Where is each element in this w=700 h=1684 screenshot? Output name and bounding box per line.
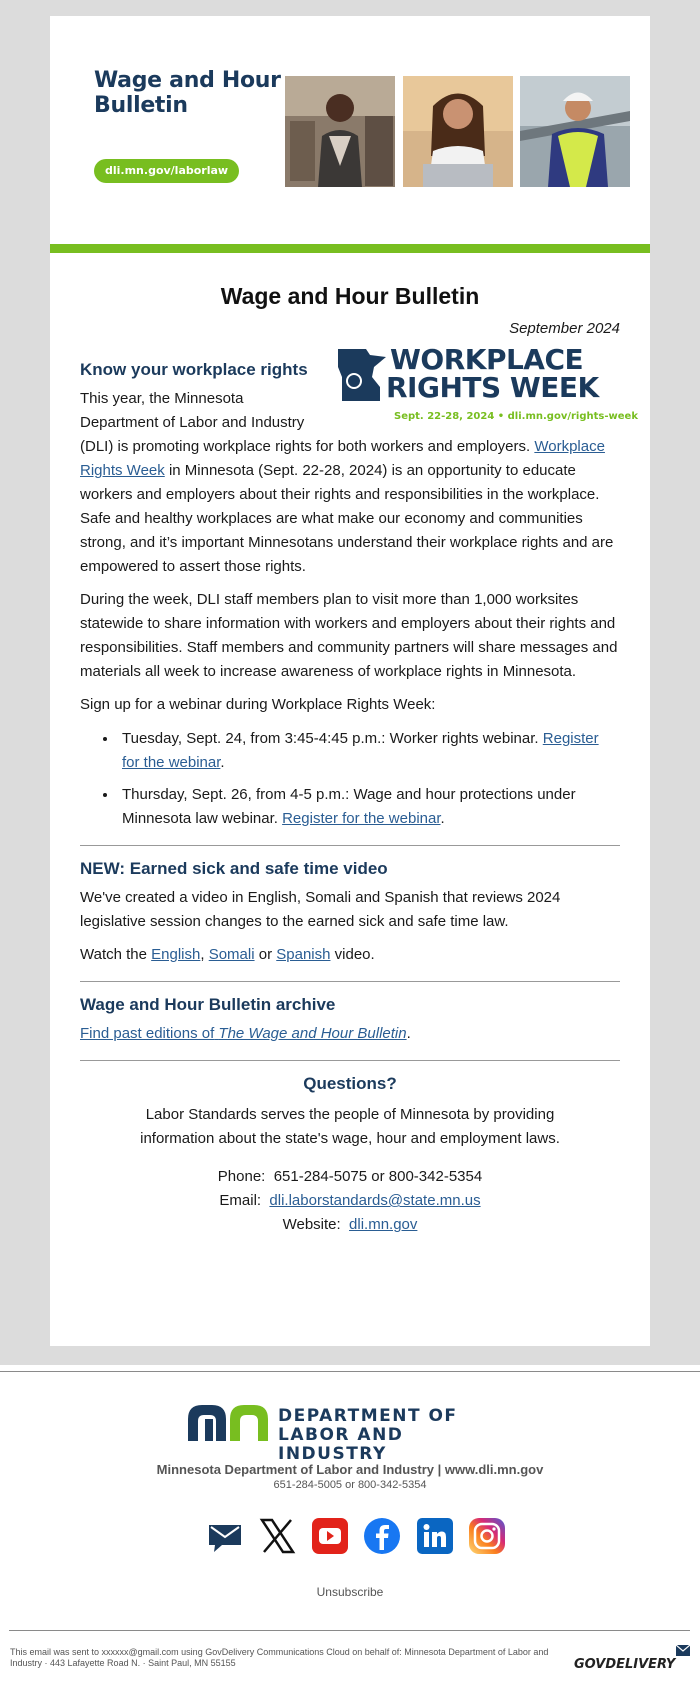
banner-title	[94, 68, 281, 118]
archive-link[interactable]	[80, 1025, 407, 1042]
questions-heading: Questions?	[303, 1074, 397, 1093]
webinar-list	[80, 727, 620, 831]
email-icon[interactable]	[206, 1517, 244, 1555]
wrw-logo-line2: RIGHTS WEEK	[386, 371, 599, 404]
rights-paragraph-3: Sign up for a webinar during Workplace Rights Week:	[80, 696, 436, 713]
linkedin-icon[interactable]	[416, 1517, 454, 1555]
rights-paragraph-2: During the week, DLI staff members plan to visit more than 1,000 worksites statewide to share information with workers and employers about their rights and responsibilities. Staff members and community partners will share messages and materials all week to increase awareness of workplace rights in Minnesota.	[80, 591, 618, 680]
sick-time-heading: NEW: Earned sick and safe time video	[80, 859, 388, 878]
webinar-1-text: Tuesday, Sept. 24, from 3:45-4:45 p.m.: Worker rights webinar.	[122, 730, 539, 747]
contact-phone	[80, 1165, 620, 1189]
register-webinar-1-link[interactable]: Register for the webinar	[122, 730, 599, 771]
footer-top-divider	[0, 1371, 700, 1372]
govdelivery-logo[interactable]: GOVDELIVERY	[574, 1657, 676, 1672]
bulletin-content	[80, 253, 638, 1237]
english-video-link[interactable]: English	[151, 946, 201, 963]
instagram-icon[interactable]	[468, 1517, 506, 1555]
photo-construction-worker	[520, 76, 630, 187]
email-footer	[0, 1365, 700, 1684]
minnesota-map-icon	[336, 347, 388, 403]
email-link[interactable]: dli.laborstandards@state.mn.us	[269, 1192, 481, 1209]
wrw-logo-sub: Sept. 22-28, 2024 • dli.mn.gov/rights-week	[394, 411, 638, 422]
phone-value: 651-284-5075 or 800-342-5354	[273, 1168, 483, 1185]
workplace-rights-week-link[interactable]: Workplace Rights Week	[80, 438, 605, 479]
webinar-2-text: Thursday, Sept. 26, from 4-5 p.m.: Wage and hour protections under Minnesota law webinar.	[122, 786, 576, 827]
workplace-rights-week-logo	[336, 343, 638, 423]
x-icon[interactable]	[258, 1517, 296, 1555]
header-banner	[50, 16, 650, 244]
dli-logo-line2: LABOR AND INDUSTRY	[278, 1425, 404, 1464]
archive-line: Find past editions of The Wage and Hour Bulletin.	[80, 1025, 411, 1042]
footer-bottom-divider	[9, 1630, 690, 1631]
archive-heading: Wage and Hour Bulletin archive	[80, 995, 336, 1014]
banner-url-pill[interactable]: dli.mn.gov/laborlaw	[94, 159, 239, 183]
contact-email	[80, 1189, 620, 1213]
watch-or: or	[258, 946, 273, 963]
banner-title-line1: Wage and Hour	[94, 68, 281, 93]
section-divider	[80, 845, 620, 846]
section-divider	[80, 1060, 620, 1061]
phone-label: Phone:	[217, 1168, 266, 1185]
spanish-video-link[interactable]: Spanish	[276, 946, 331, 963]
unsubscribe-link[interactable]: Unsubscribe	[316, 1585, 384, 1599]
page-title: Wage and Hour Bulletin	[220, 283, 480, 309]
issue-date: September 2024	[509, 320, 620, 337]
rights-heading: Know your workplace rights	[80, 360, 308, 379]
wrw-logo-line1: WORKPLACE	[390, 343, 584, 376]
photo-worker-laptop	[403, 76, 513, 187]
bulletin-card	[50, 16, 650, 1346]
watch-video-line: Watch the English, Somali or Spanish video.	[80, 946, 375, 963]
fine-print: This email was sent to xxxxxx@gmail.com using GovDelivery Communications Cloud on behalf of: Minnesota Department of Labor and Industry · 443 Lafayette Road N. · Saint Paul, MN 55155	[10, 1647, 549, 1668]
sick-time-paragraph: We've created a video in English, Somali and Spanish that reviews 2024 legislative session changes to the earned sick and safe time law.	[80, 889, 561, 930]
email-label: Email:	[219, 1192, 262, 1209]
social-icons	[206, 1517, 516, 1557]
dli-logo-line1: DEPARTMENT OF	[278, 1406, 458, 1426]
somali-video-link[interactable]: Somali	[208, 946, 255, 963]
archive-link-title[interactable]: The Wage and Hour Bulletin	[218, 1025, 407, 1042]
website-link[interactable]: dli.mn.gov	[349, 1216, 418, 1233]
questions-body: Labor Standards serves the people of Minnesota by providing information about the state's wage, hour and employment laws.	[140, 1106, 560, 1147]
facebook-icon[interactable]	[363, 1517, 401, 1555]
watch-suffix: video.	[334, 946, 375, 963]
govdelivery-envelope-icon	[676, 1645, 690, 1656]
rights-p1-text: This year, the Minnesota Department of Labor and Industry (DLI) is promoting workplace rights for both workers and employers.	[80, 390, 531, 455]
archive-link-prefix[interactable]: Find past editions of	[80, 1025, 215, 1042]
dli-logo-text	[278, 1407, 518, 1464]
mn-logo-icon	[188, 1405, 268, 1441]
website-label: Website:	[282, 1216, 341, 1233]
list-item: • Thursday, Sept. 26, from 4-5 p.m.: Wage and hour protections under Minnesota law webinar. Register for the webinar.	[118, 783, 620, 831]
contact-website	[80, 1213, 620, 1237]
banner-title-line2: Bulletin	[94, 93, 188, 118]
watch-prefix: Watch the	[80, 946, 147, 963]
list-item: • Tuesday, Sept. 24, from 3:45-4:45 p.m.: Worker rights webinar. Register for the webinar.	[118, 727, 620, 775]
banner-green-rule	[50, 244, 650, 253]
footer-org-line: Minnesota Department of Labor and Industry | www.dli.mn.gov	[156, 1462, 544, 1477]
photo-worker-shop	[285, 76, 395, 187]
footer-phone-line: 651-284-5005 or 800-342-5354	[273, 1479, 427, 1491]
dli-logo[interactable]	[188, 1405, 518, 1464]
section-divider	[80, 981, 620, 982]
rights-p1-text-continued: in Minnesota (Sept. 22-28, 2024) is an opportunity to educate workers and employers about their rights and responsibilities in the workplace. Safe and healthy workplaces are what make our economy and communities strong, and it’s important Minnesotans understand their workplace rights and are empowered to assert those rights.	[80, 462, 614, 575]
register-webinar-2-link[interactable]: Register for the webinar	[282, 810, 441, 827]
youtube-icon[interactable]	[311, 1517, 349, 1555]
